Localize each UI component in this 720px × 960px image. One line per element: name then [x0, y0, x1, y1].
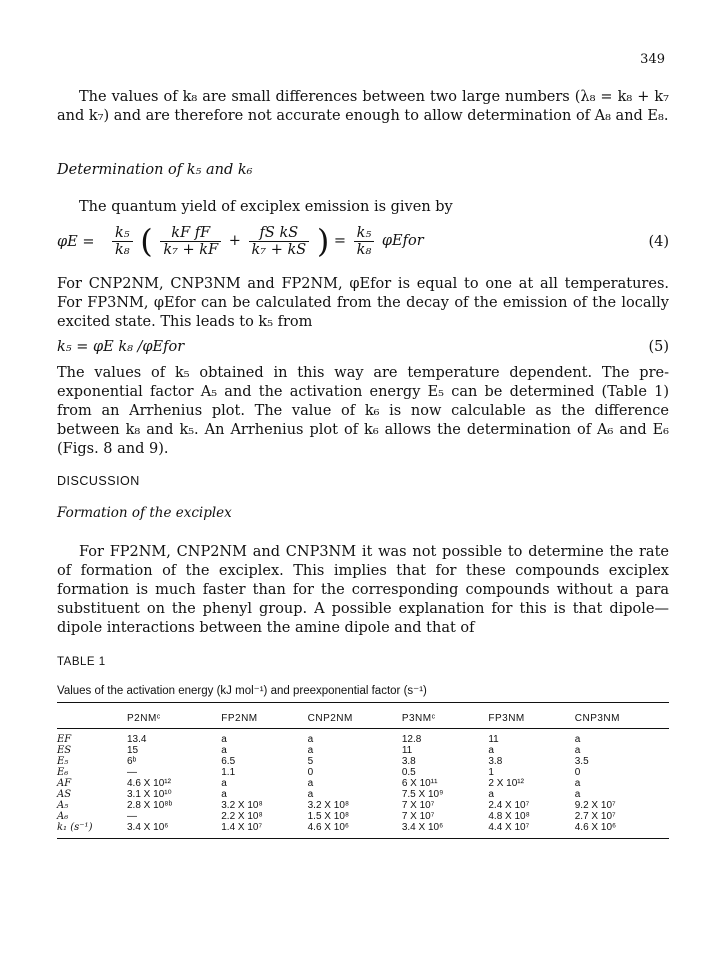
table-cell: 1.1 — [221, 767, 236, 778]
table-cell: a — [221, 789, 227, 800]
table-cell: 2.8 X 10⁸ᵇ — [127, 800, 173, 811]
table-cell: 2.2 X 10⁸ — [221, 811, 263, 822]
eq4-equals: = — [333, 233, 347, 249]
table-row — [57, 800, 669, 811]
table-cell: a — [307, 734, 314, 745]
table-header-cell: P2NMᶜ — [127, 703, 221, 729]
table-cell: 3.1 X 10¹⁰ — [127, 789, 172, 800]
eq4-frac-2: $\frac{\text{kF fF}}{\text{k₇ + kF}}$ — [160, 225, 221, 258]
eq4-plus: + — [228, 233, 241, 249]
table-cell: 5 — [307, 756, 314, 767]
table-row — [57, 756, 669, 767]
table-cell: 13.4 — [127, 734, 147, 745]
table-row-label: EF — [57, 734, 72, 745]
table-cell: 0 — [307, 767, 314, 778]
table-row-label: A₆ — [57, 811, 69, 822]
eq4-rhs: φEfor — [381, 233, 424, 249]
eq4-frac-4: $\frac{\text{k₅}}{\text{k₈}}$ — [354, 225, 375, 258]
table-label: TABLE 1 — [57, 656, 106, 668]
table-cell: 2.4 X 10⁷ — [488, 800, 530, 811]
eq4-lhs: φE = — [57, 234, 95, 250]
table-row-label: ES — [57, 745, 72, 756]
table-cell: 3.8 — [401, 756, 416, 767]
table-cell: 11 — [401, 745, 413, 756]
table-header-row — [57, 703, 669, 729]
table-cell: 1 — [488, 767, 494, 778]
table-row — [57, 778, 669, 789]
table-cell: 4.6 X 10⁶ — [308, 822, 402, 839]
equation-4-number: (4) — [648, 234, 669, 250]
table-header-cell: FP2NM — [221, 703, 307, 729]
table-cell: 7 X 10⁷ — [401, 800, 435, 811]
table-header-cell: P3NMᶜ — [402, 703, 489, 729]
table-row-label: A₅ — [57, 800, 69, 811]
table-header-cell — [57, 703, 127, 729]
table-cell: a — [221, 734, 227, 745]
table-cell: 2.7 X 10⁷ — [574, 811, 616, 822]
table-cell: 3.5 — [574, 756, 589, 767]
table-cell: a — [307, 778, 314, 789]
table-cell: 0.5 — [401, 767, 416, 778]
table-row-label: E₅ — [57, 756, 69, 767]
table-row — [57, 811, 669, 822]
table-cell: 6ᵇ — [127, 756, 137, 767]
table-row-label: E₆ — [57, 767, 69, 778]
table-cell: a — [221, 745, 227, 756]
table-row — [57, 745, 669, 756]
table-row — [57, 729, 669, 746]
table-cell: 9.2 X 10⁷ — [574, 800, 616, 811]
table-cell: a — [221, 778, 227, 789]
table-cell: 3.2 X 10⁸ — [221, 800, 263, 811]
table-caption: Values of the activation energy (kJ mol⁻¹) and preexponential factor (s⁻¹) — [57, 685, 427, 697]
table-cell: 4.8 X 10⁸ — [488, 811, 530, 822]
eq4-frac-3: $\frac{\text{fS kS}}{\text{k₇ + kS}}$ — [249, 225, 310, 258]
table-header-cell: CNP3NM — [575, 703, 669, 729]
table-cell: a — [488, 745, 494, 756]
table-cell: a — [574, 745, 581, 756]
page-number: 349 — [640, 52, 665, 67]
table-cell: 1.4 X 10⁷ — [221, 822, 307, 839]
table-cell: a — [574, 734, 581, 745]
table-row-label: AS — [57, 789, 72, 800]
paragraph-4: The values of k₅ obtained in this way are temperature dependent. The pre-exponential factor A₅ and the activation energy E₅ can be determined (Table 1) from an Arrhenius plot. The value of k₆ is now calculable as the difference between k₈ and k₅. An Arrhenius plot of k₆ allows the determination of A₆ and E₆ (Figs. 8 and 9). — [57, 365, 669, 457]
table-row — [57, 767, 669, 778]
table-cell: 6 X 10¹¹ — [401, 778, 438, 789]
table-row — [57, 789, 669, 800]
equation-4: φE = $\frac{\text{k₅}}{\text{k₈}}$ ( $\frac{\text{kF fF}}{\text{k₇ + kF}}$ + $\frac{\text{fS kS}}{\text{k₇ + kS}}$ ) = $\frac{\text{k₅}}{\text{k₈}}$ φEfor (4) — [57, 222, 669, 260]
table-row — [57, 822, 669, 839]
table-cell: 15 — [127, 745, 139, 756]
table-cell: 1.5 X 10⁸ — [307, 811, 350, 822]
table-cell: — — [127, 767, 137, 778]
table-cell: 3.4 X 10⁶ — [402, 822, 489, 839]
equation-5 — [57, 339, 669, 355]
table-cell: 3.2 X 10⁸ — [307, 800, 350, 811]
paragraph-1: The values of k₈ are small differences between two large numbers (λ₈ = k₈ + k₇ and k₇) and are therefore not accurate enough to allow determination of A₈ and E₈. — [57, 89, 669, 124]
table-cell: 2 X 10¹² — [488, 778, 524, 789]
eq5-expression: k₅ = φE k₈ /φEfor — [57, 339, 185, 355]
table-row-label: AF — [57, 778, 72, 789]
table-cell: 3.4 X 10⁶ — [127, 822, 221, 839]
table-cell: 4.6 X 10⁶ — [575, 822, 669, 839]
table-cell: 7.5 X 10⁹ — [401, 789, 444, 800]
table-cell: 12.8 — [401, 734, 422, 745]
table-cell: 3.8 — [488, 756, 503, 767]
table-cell: 6.5 — [221, 756, 236, 767]
table-cell: 7 X 10⁷ — [401, 811, 435, 822]
table-cell: a — [488, 789, 494, 800]
paragraph-2: The quantum yield of exciplex emission is given by — [79, 199, 453, 215]
section-heading-determination: Determination of k₅ and k₆ — [57, 162, 253, 178]
paragraph-5: For FP2NM, CNP2NM and CNP3NM it was not possible to determine the rate of formation of the exciplex. This implies that for these compounds exciplex formation is much faster than for the corresponding compounds without a para substituent on the phenyl group. A possible explanation for this is that dipole—dipole interactions between the amine dipole and that of — [57, 544, 669, 636]
table-cell: a — [307, 745, 314, 756]
discussion-heading: DISCUSSION — [57, 474, 140, 488]
paragraph-3: For CNP2NM, CNP3NM and FP2NM, φEfor is equal to one at all temperatures. For FP3NM, φEfor can be calculated from the decay of the emission of the locally excited state. This leads to k₅ from — [57, 276, 669, 330]
table-cell: 4.4 X 10⁷ — [488, 822, 574, 839]
table-cell: 0 — [574, 767, 581, 778]
formation-heading: Formation of the exciplex — [57, 505, 232, 521]
table-row-label: k₁ (s⁻¹) — [57, 822, 127, 839]
table-cell: 11 — [488, 734, 499, 745]
equation-5-number: (5) — [648, 339, 669, 355]
table-header-cell: FP3NM — [488, 703, 574, 729]
table-cell: — — [127, 811, 137, 822]
table-header-cell: CNP2NM — [308, 703, 402, 729]
activation-energy-table — [57, 702, 669, 839]
table-cell: a — [574, 789, 581, 800]
table-cell: a — [574, 778, 581, 789]
eq4-frac-1: $\frac{\text{k₅}}{\text{k₈}}$ — [112, 225, 133, 258]
table-cell: a — [307, 789, 314, 800]
table-cell: 4.6 X 10¹² — [127, 778, 171, 789]
